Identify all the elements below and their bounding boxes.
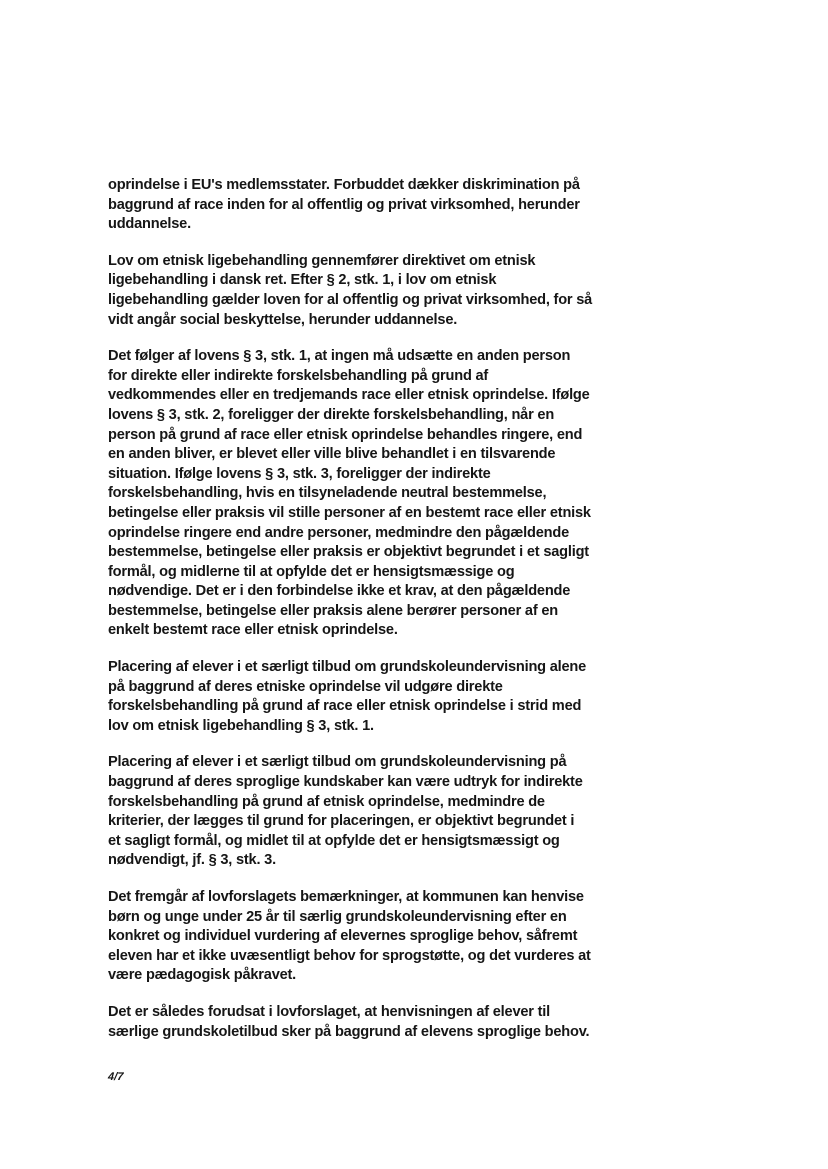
text-line: vidt angår social beskyttelse, herunder uddannelse. xyxy=(108,311,458,328)
text-line: situation. Ifølge lovens § 3, stk. 3, foreligger der indirekte xyxy=(108,465,491,482)
text-line: Det er således forudsat i lovforslaget, at henvisningen af elever til xyxy=(108,1003,550,1020)
text-line: Placering af elever i et særligt tilbud om grundskoleundervisning alene xyxy=(108,659,587,676)
text-line: på baggrund af deres etniske oprindelse vil udgøre direkte xyxy=(108,678,503,695)
text-line: forskelsbehandling på grund af race eller etnisk oprindelse i strid med xyxy=(108,698,582,715)
text-line: Det fremgår af lovforslagets bemærkninger, at kommunen kan henvise xyxy=(108,889,584,905)
text-line: Lov om etnisk ligebehandling gennemfører direktivet om etnisk xyxy=(108,252,536,269)
text-line: oprindelse ringere end andre personer, medmindre den pågældende xyxy=(108,524,569,541)
text-line: uddannelse. xyxy=(108,216,191,233)
text-line: nødvendige. Det er i den forbindelse ikke et krav, at den pågældende xyxy=(108,583,571,600)
text-line: lov om etnisk ligebehandling § 3, stk. 1. xyxy=(108,717,374,734)
text-line: en anden bliver, er blevet eller ville blive behandlet i en tilsvarende xyxy=(108,446,556,463)
paragraph xyxy=(108,176,578,235)
text-line: særlige grundskoletilbud sker på baggrund af elevens sproglige behov. xyxy=(108,1023,590,1040)
text-line: oprindelse i EU's medlemsstater. Forbuddet dækker diskrimination på xyxy=(108,177,580,193)
text-line: baggrund af deres sproglige kundskaber kan være udtryk for indirekte xyxy=(108,774,583,791)
text-line: være pædagogisk påkravet. xyxy=(108,967,297,984)
text-line: bestemmelse, betingelse eller praksis er objektivt begrundet i et sagligt xyxy=(108,544,589,561)
paragraph xyxy=(108,658,587,736)
text-line: konkret og individuel vurdering af elevernes sproglige behov, såfremt xyxy=(108,928,578,945)
text-line: forskelsbehandling, hvis en tilsyneladende neutral bestemmelse, xyxy=(108,485,547,502)
text-line: vedkommendes eller en tredjemands race eller etnisk oprindelse. Ifølge xyxy=(108,387,590,404)
text-line: lovens § 3, stk. 2, foreligger der direkte forskelsbehandling, når en xyxy=(108,406,555,423)
page-number: 4/7 xyxy=(107,1071,124,1083)
text-line: Det følger af lovens § 3, stk. 1, at ingen må udsætte en anden person xyxy=(108,348,571,365)
text-line: eleven har et ikke uvæsentligt behov for sprogstøtte, og det vurderes at xyxy=(108,947,591,964)
text-line: ligebehandling i dansk ret. Efter § 2, stk. 1, i lov om etnisk xyxy=(108,272,497,289)
paragraph xyxy=(108,347,591,641)
text-line: nødvendigt, jf. § 3, stk. 3. xyxy=(108,852,276,869)
text-line: baggrund af race inden for al offentlig og privat virksomhed, herunder xyxy=(108,196,580,213)
text-line: bestemmelse, betingelse eller praksis alene berører personer af en xyxy=(108,602,558,619)
text-line: Placering af elever i et særligt tilbud om grundskoleundervisning på xyxy=(108,754,567,771)
text-line: person på grund af race eller etnisk oprindelse behandles ringere, end xyxy=(108,426,583,443)
paragraph xyxy=(108,753,583,871)
text-line: betingelse eller praksis vil stille personer af en bestemt race eller etnisk xyxy=(108,504,591,521)
text-line: formål, og midlerne til at opfylde det er hensigtsmæssige og xyxy=(108,563,515,580)
text-line: for direkte eller indirekte forskelsbehandling på grund af xyxy=(108,367,489,384)
text-line: ligebehandling gælder loven for al offentlig og privat virksomhed, for så xyxy=(108,291,593,308)
text-line: børn og unge under 25 år til særlig grundskoleundervisning efter en xyxy=(108,908,567,925)
paragraph xyxy=(108,252,593,330)
text-line: kriterier, der lægges til grund for placeringen, er objektivt begrundet i xyxy=(108,813,575,830)
paragraph xyxy=(108,1003,590,1042)
text-line: et sagligt formål, og midlet til at opfylde det er hensigtsmæssigt og xyxy=(108,832,560,849)
text-line: forskelsbehandling på grund af etnisk oprindelse, medmindre de xyxy=(108,793,545,810)
text-line: enkelt bestemt race eller etnisk oprindelse. xyxy=(108,622,398,639)
document-body xyxy=(108,176,593,1059)
paragraph xyxy=(108,888,591,986)
